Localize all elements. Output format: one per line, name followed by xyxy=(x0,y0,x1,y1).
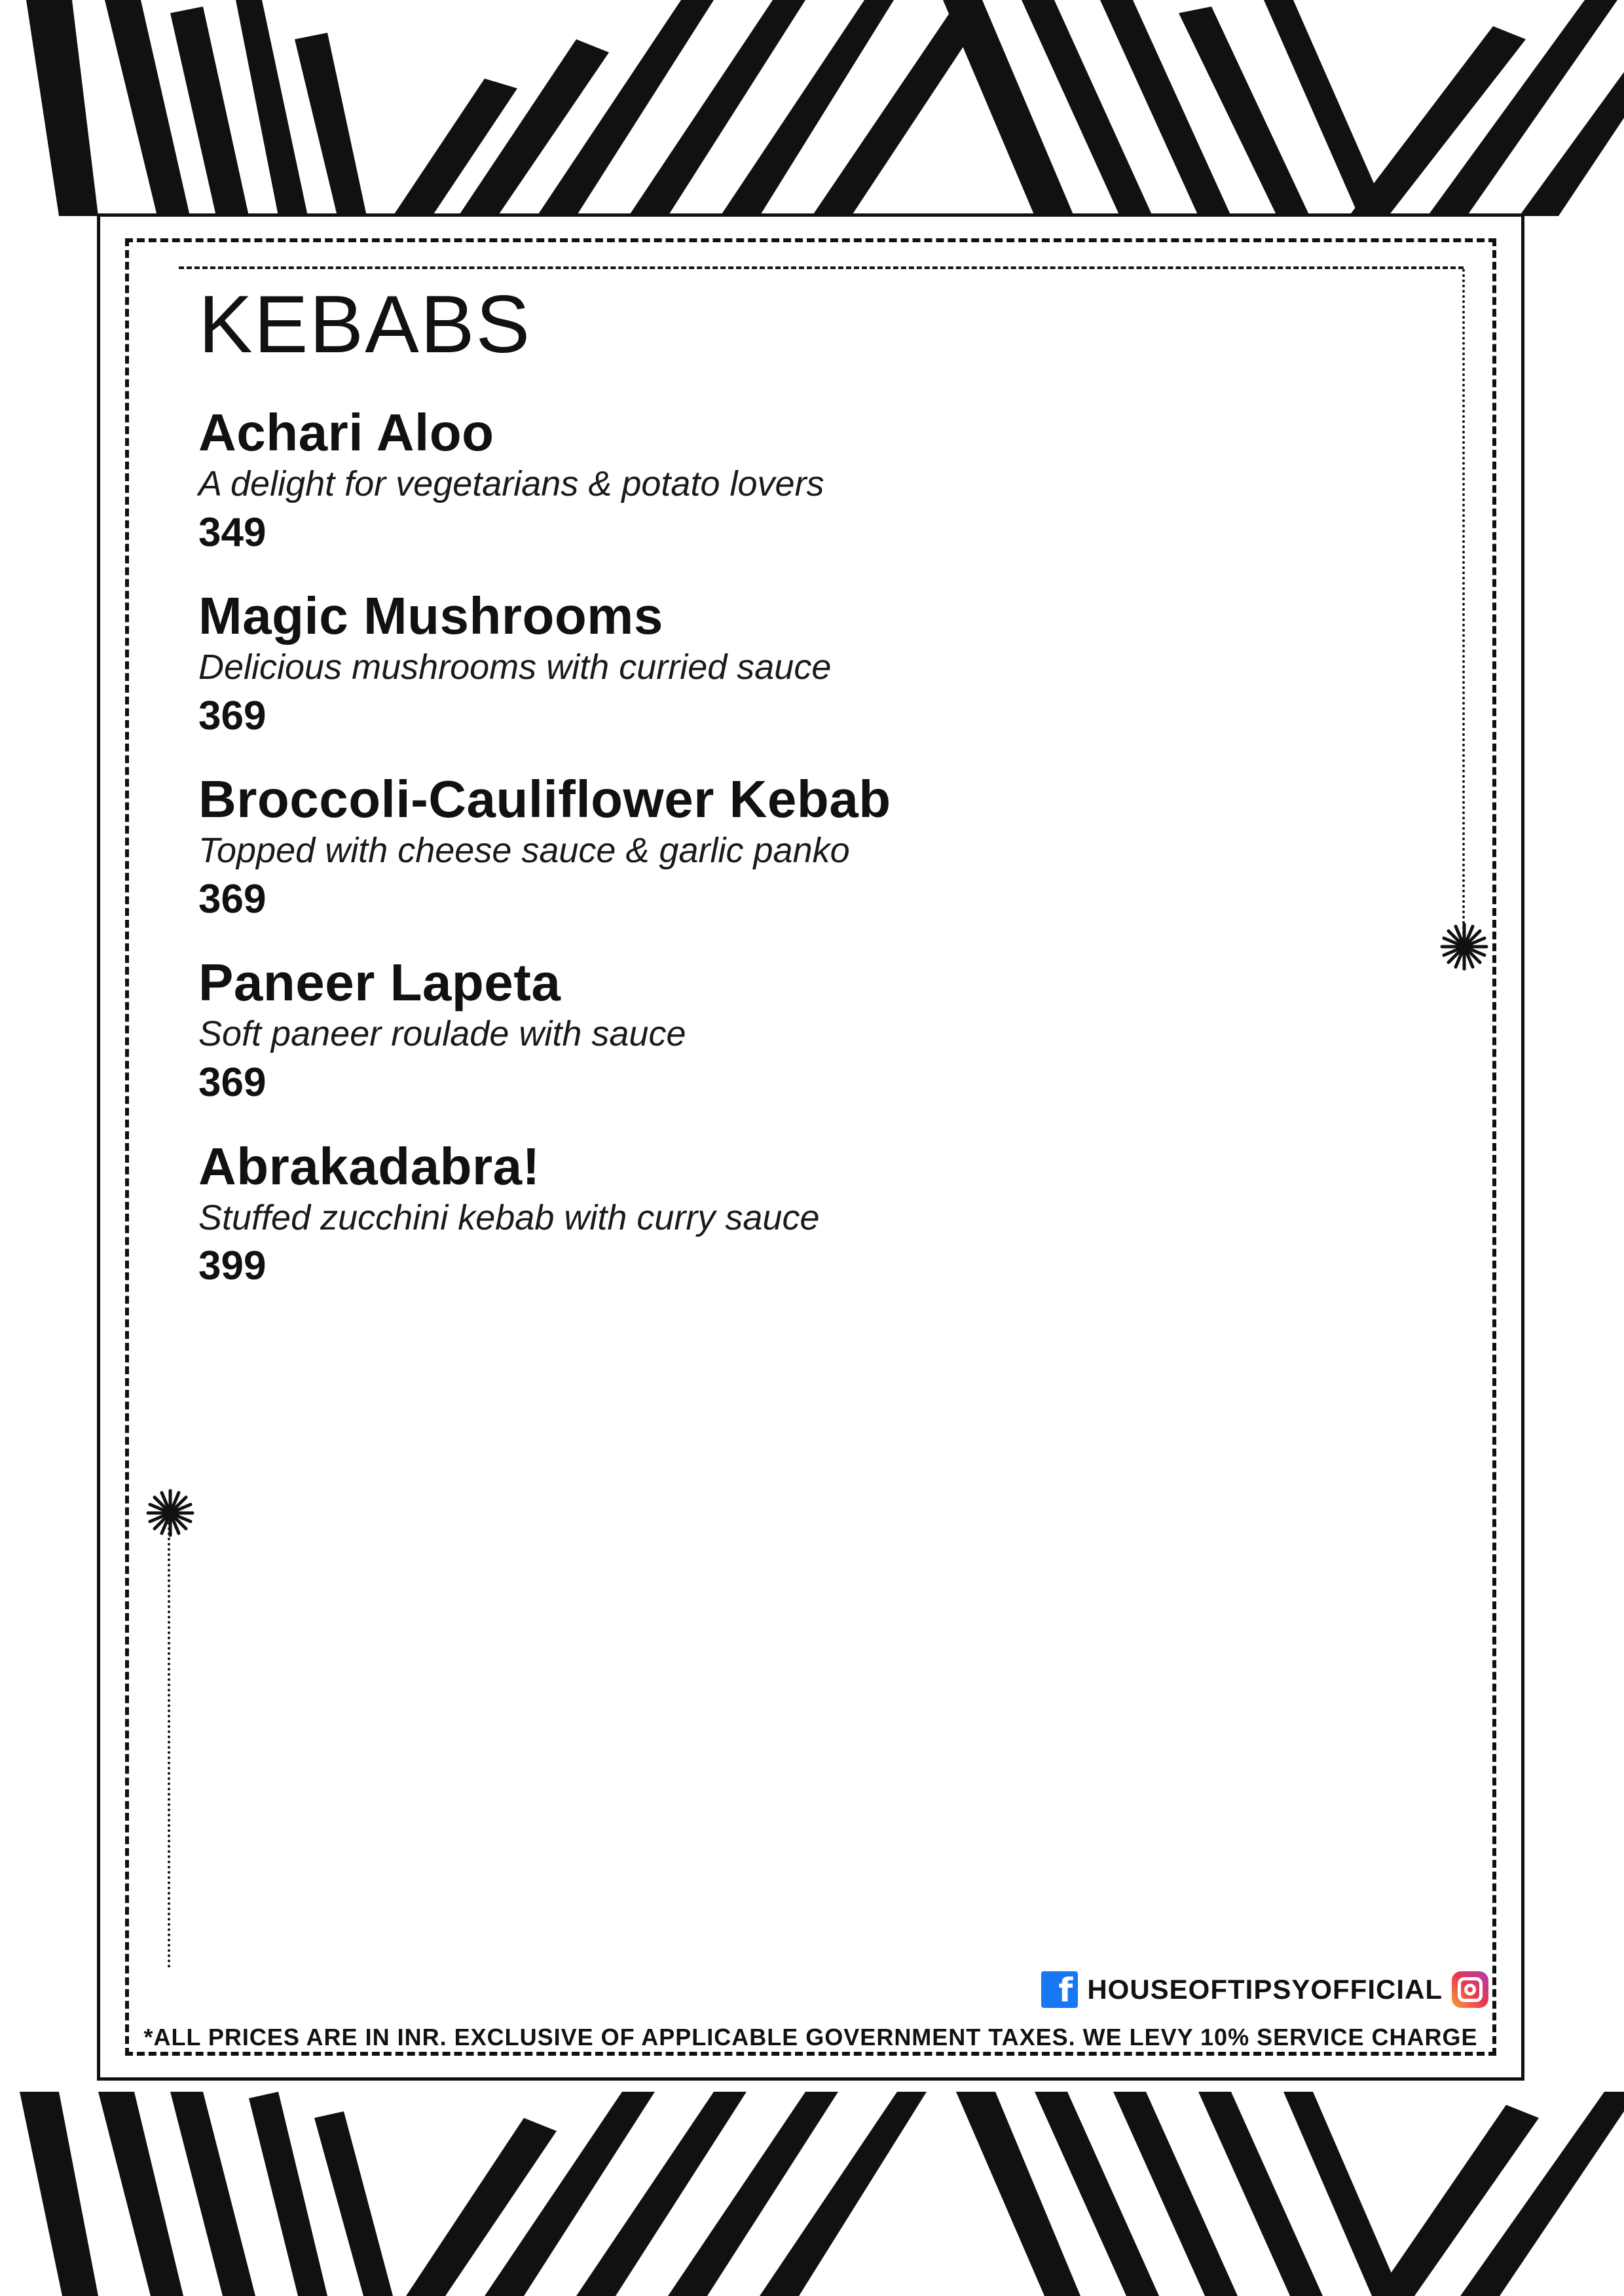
item-price: 369 xyxy=(198,877,267,922)
item-description: Stuffed zucchini kebab with curry sauce xyxy=(198,1197,820,1237)
item-name: Magic Mushrooms xyxy=(198,587,663,646)
item-name: Achari Aloo xyxy=(198,403,494,462)
menu-card xyxy=(97,213,1524,2081)
social-handle[interactable]: HOUSEOFTIPSYOFFICIAL xyxy=(1087,1974,1443,2005)
item-description: Delicious mushrooms with curried sauce xyxy=(198,647,832,687)
item-description: Soft paneer roulade with sauce xyxy=(198,1014,686,1054)
menu-item xyxy=(198,770,1377,922)
price-disclaimer: *ALL PRICES ARE IN INR. EXCLUSIVE OF APPLICABLE GOVERNMENT TAXES. WE LEVY 10% SERVICE CHARGE xyxy=(143,2024,1478,2050)
dashed-line-top xyxy=(179,266,1464,269)
menu-item xyxy=(198,953,1377,1106)
dotted-line-right xyxy=(1462,269,1465,940)
starburst-icon xyxy=(144,1487,196,1539)
starburst-icon xyxy=(1438,920,1490,973)
zebra-pattern-bottom xyxy=(0,2092,1624,2296)
facebook-icon[interactable]: f xyxy=(1041,1971,1078,2008)
item-description: Topped with cheese sauce & garlic panko xyxy=(198,831,850,871)
item-name: Broccoli-Cauliflower Kebab xyxy=(198,770,891,829)
item-price: 369 xyxy=(198,693,267,739)
zebra-pattern-top xyxy=(0,0,1624,216)
instagram-icon[interactable] xyxy=(1452,1971,1488,2008)
item-description: A delight for vegetarians & potato lovers xyxy=(198,464,824,504)
section-title: KEBABS xyxy=(198,280,532,370)
menu-item xyxy=(198,587,1377,739)
dotted-line-left xyxy=(168,1506,170,1968)
item-price: 369 xyxy=(198,1060,267,1106)
zebra-stripes-bottom-graphic xyxy=(0,2092,1624,2296)
menu-item xyxy=(198,403,1377,556)
menu-item xyxy=(198,1137,1377,1290)
item-name: Abrakadabra! xyxy=(198,1137,540,1195)
social-handle-row xyxy=(1041,1971,1488,2008)
zebra-stripes-top-graphic xyxy=(0,0,1624,216)
menu-content xyxy=(198,282,1377,1324)
item-price: 349 xyxy=(198,509,267,555)
item-name: Paneer Lapeta xyxy=(198,953,561,1012)
item-price: 399 xyxy=(198,1243,267,1289)
